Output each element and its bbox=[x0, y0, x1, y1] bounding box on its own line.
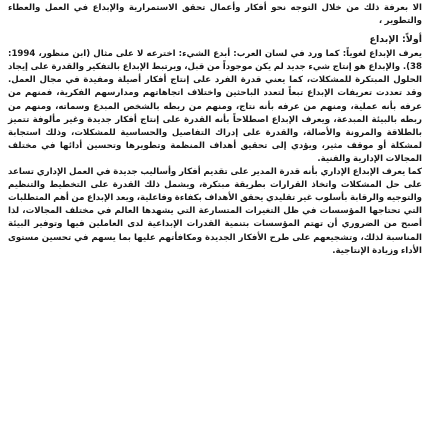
intro-paragraph: الا بعرفة ذلك من خلال التوجه نحو أفكار وأعمال تحقق الاستمرارية والإبداع في العمل والعطاء والتطوير ، bbox=[8, 3, 422, 27]
section-heading: أولاً: الإبداع bbox=[369, 34, 422, 46]
body-paragraph: يعرف الإبداع لغوياً: كما ورد في لسان العرب: أبدع الشيء: اخترعه لا على مثال (ابن منظور، 1994: 38). والإبداع هو إنتاج شيء جديد لم يكن موجوداً من قبل، ويرتبط الإبداع بالتفكير والقدرة على إيجاد الحلول المبتكرة للمشكلات، كما يعني قدرة الفرد على إنتاج أفكار أصيلة ومفيدة في مجال العمل. وقد تعددت تعريفات الإبداع تبعاً لتعدد الباحثين واختلاف اتجاهاتهم ومدارسهم الفكرية، فمنهم من عرفه بأنه عملية، ومنهم من عرفه بأنه نتاج، ومنهم من ربطه بالشخص المبدع وسماته، ومنهم من ربطه بالبيئة المبدعة، ويعرف الإبداع اصطلاحاً بأنه القدرة على إنتاج أفكار جديدة وغير مألوفة تتميز بالطلاقة والمرونة والأصالة، والقدرة على إدراك التفاصيل والحساسية للمشكلات، وذلك استجابة لمشكلة أو موقف مثير، ويؤدي إلى تحقيق أهداف المنظمة وتطويرها وتحسين أدائها في مختلف المجالات الإدارية والفنية. bbox=[8, 49, 422, 164]
body-paragraph: كما يعرف الإبداع الإداري بأنه قدرة المدير على تقديم أفكار وأساليب جديدة في العمل الإداري تساعد على حل المشكلات واتخاذ القرارات بطريقة مبتكرة، ويشمل ذلك القدرة على التخطيط والتنظيم والتوجيه والرقابة بأسلوب غير تقليدي يحقق الأهداف بكفاءة وفاعلية، ويعد الإبداع من أهم المتطلبات التي تحتاجها المؤسسات في ظل التغيرات المتسارعة التي يشهدها العالم في مختلف المجالات، لذا أصبح من الضروري أن تهتم المؤسسات بتنمية القدرات الإبداعية لدى العاملين فيها وتوفير البيئة المناسبة لذلك، وتشجيعهم على طرح الأفكار الجديدة ومكافأتهم عليها بما يسهم في تحسين مستوى الأداء وزيادة الإنتاجية. bbox=[8, 167, 422, 256]
